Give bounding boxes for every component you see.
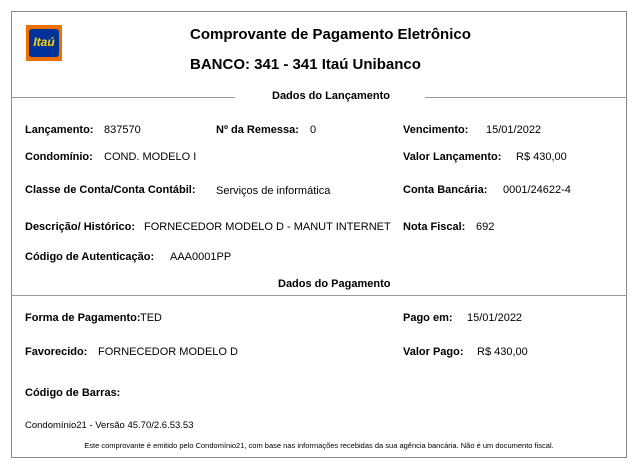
bank-name: BANCO: 341 - 341 Itaú Unibanco [190, 56, 421, 73]
section-divider-pagamento [11, 295, 627, 296]
itau-logo [26, 25, 62, 61]
classe-value: Serviços de informática [216, 185, 331, 197]
condominio-value: COND. MODELO I [104, 151, 197, 163]
forma-pagamento-value: TED [140, 312, 162, 324]
favorecido-value: FORNECEDOR MODELO D [98, 346, 238, 358]
vencimento-label: Vencimento: [403, 124, 469, 136]
section-divider-left [11, 97, 235, 98]
section-title-lancamento: Dados do Lançamento [272, 90, 390, 102]
valor-pago-label: Valor Pago: [403, 346, 464, 358]
favorecido-label: Favorecido: [25, 346, 88, 358]
valor-pago-value: R$ 430,00 [477, 346, 528, 358]
pago-em-label: Pago em: [403, 312, 453, 324]
lancamento-value: 837570 [104, 124, 141, 136]
itau-logo-text: Itaú [33, 35, 55, 49]
autenticacao-value: AAA0001PP [170, 251, 232, 263]
remessa-label: Nº da Remessa: [216, 124, 299, 136]
codigo-barras-label: Código de Barras: [25, 387, 121, 399]
vencimento-value: 15/01/2022 [486, 124, 542, 136]
pago-em-value: 15/01/2022 [467, 312, 523, 324]
section-title-pagamento: Dados do Pagamento [278, 278, 391, 290]
forma-pagamento-label: Forma de Pagamento: [25, 312, 141, 324]
version-text: Condomínio21 - Versão 45.70/2.6.53.53 [25, 420, 194, 431]
autenticacao-label: Código de Autenticação: [25, 251, 155, 263]
page-title: Comprovante de Pagamento Eletrônico [190, 26, 471, 43]
classe-label: Classe de Conta/Conta Contábil: [25, 184, 196, 196]
condominio-label: Condomínio: [25, 151, 93, 163]
section-divider-right [425, 97, 627, 98]
itau-logo-badge [29, 29, 59, 57]
remessa-value: 0 [310, 124, 317, 136]
descricao-value: FORNECEDOR MODELO D - MANUT INTERNET [144, 221, 391, 233]
disclaimer-text: Este comprovante é emitido pelo Condomínio21, com base nas informações recebidas da sua agência bancária. Não é um documento fiscal. [84, 441, 554, 450]
conta-bancaria-label: Conta Bancária: [403, 184, 488, 196]
lancamento-label: Lançamento: [25, 124, 94, 136]
conta-bancaria-value: 0001/24622-4 [503, 184, 571, 196]
valor-lancamento-value: R$ 430,00 [516, 151, 567, 163]
nota-fiscal-label: Nota Fiscal: [403, 221, 466, 233]
valor-lancamento-label: Valor Lançamento: [403, 151, 502, 163]
descricao-label: Descrição/ Histórico: [25, 221, 136, 233]
nota-fiscal-value: 692 [476, 221, 495, 233]
